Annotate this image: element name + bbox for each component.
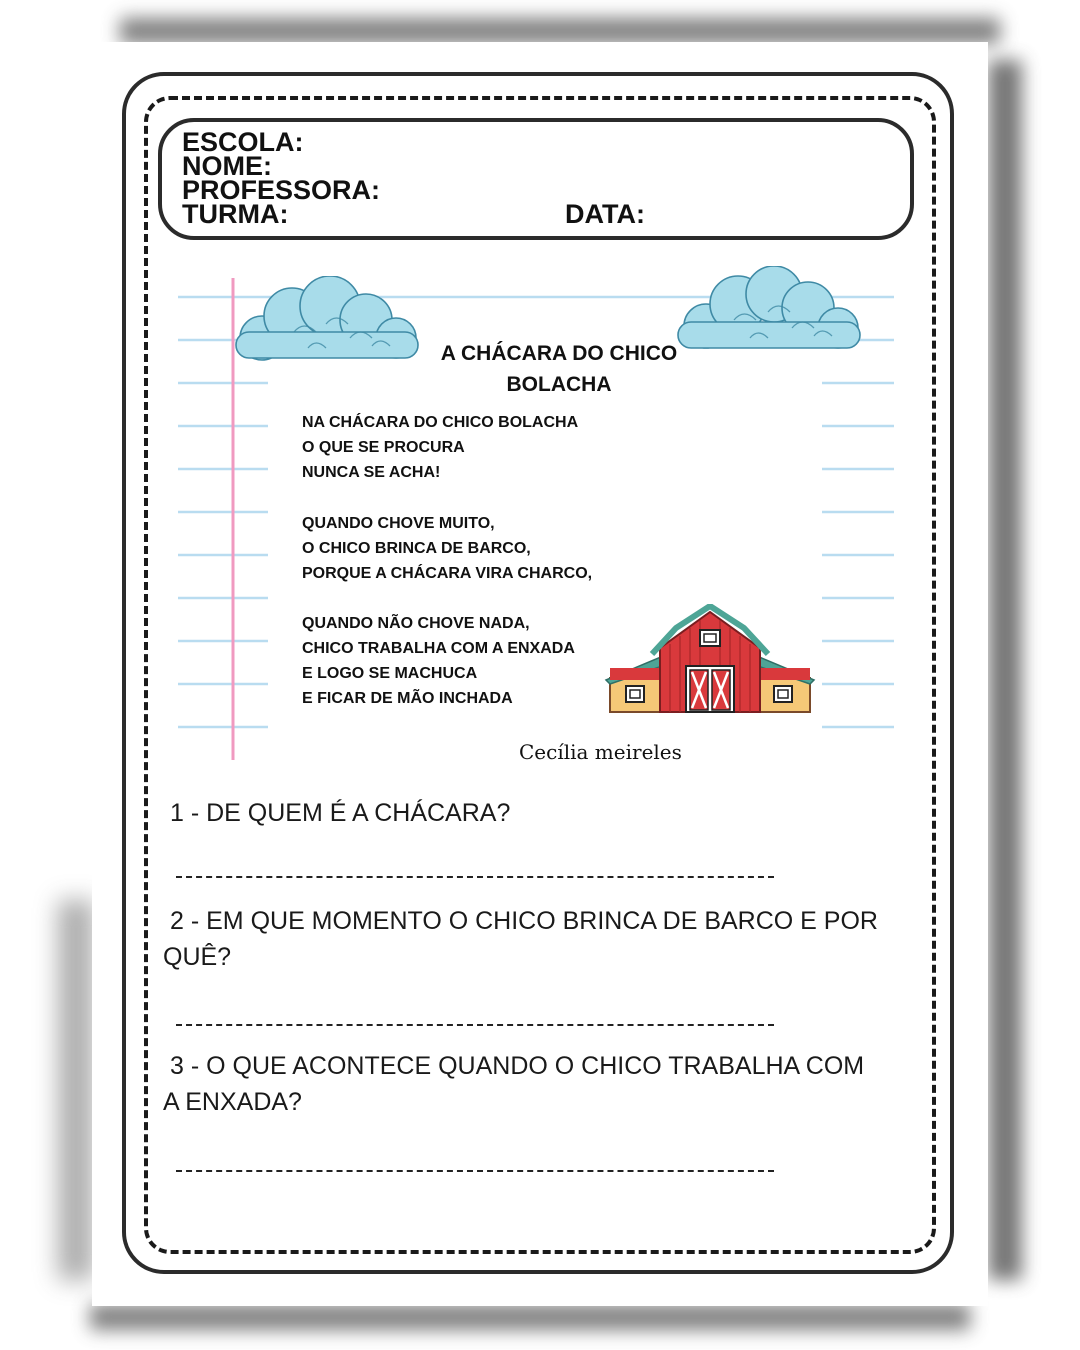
teacher-label: PROFESSORA: [182,175,381,205]
question-line: 2 - EM QUE MOMENTO O CHICO BRINCA DE BARCO E POR [170,907,878,935]
poem-stanza-1 [302,410,578,485]
question-1: 1 - DE QUEM É A CHÁCARA? [170,799,511,827]
answer-line-1[interactable] [176,876,774,878]
poem-line: QUANDO NÃO CHOVE NADA, [302,615,530,632]
name-label: NOME: [182,151,272,181]
poem-author: Cecília meireles [519,740,682,764]
question-3 [163,1048,864,1120]
class-label: TURMA: [182,199,289,229]
poem-title-line: BOLACHA [506,373,612,396]
poem-line: PORQUE A CHÁCARA VIRA CHARCO, [302,565,593,582]
answer-line-2[interactable] [176,1024,774,1026]
poem-line: O QUE SE PROCURA [302,439,465,456]
poem-title [400,338,718,400]
poem-line: O CHICO BRINCA DE BARCO, [302,540,531,557]
answer-line-3[interactable] [176,1170,774,1172]
poem-line: E LOGO SE MACHUCA [302,665,478,682]
barn-icon [604,604,816,714]
poem-stanza-2 [302,511,592,586]
cloud-icon [222,276,428,368]
question-line: QUÊ? [163,943,232,971]
poem-line: E FICAR DE MÃO INCHADA [302,690,513,707]
poem-line: NA CHÁCARA DO CHICO BOLACHA [302,414,579,431]
poem-title-line: A CHÁCARA DO CHICO [440,342,678,365]
date-label: DATA: [565,199,645,229]
poem-stanza-3 [302,611,575,711]
school-label: ESCOLA: [182,127,304,157]
question-line: 3 - O QUE ACONTECE QUANDO O CHICO TRABALHA COM [170,1052,865,1080]
poem-line: QUANDO CHOVE MUITO, [302,515,495,532]
poem-line: CHICO TRABALHA COM A ENXADA [302,640,575,657]
poem-line: NUNCA SE ACHA! [302,464,441,481]
question-2 [163,903,878,975]
question-line: A ENXADA? [163,1088,302,1116]
